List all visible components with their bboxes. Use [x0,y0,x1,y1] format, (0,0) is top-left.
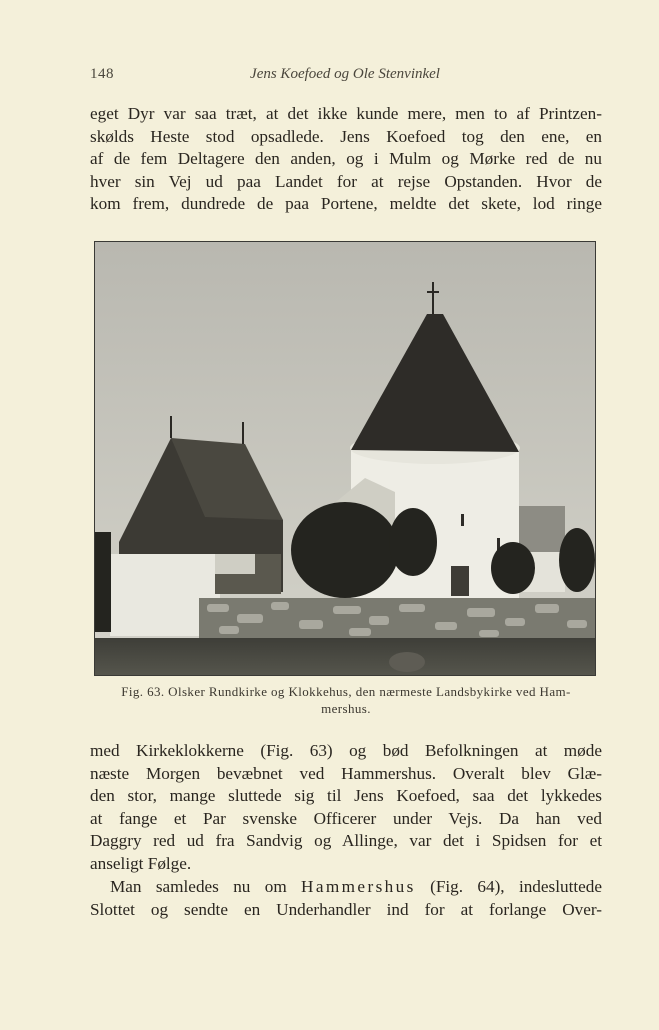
text-line: med Kirkeklokkerne (Fig. 63) og bød Befolkningen at møde [90,741,602,760]
text-line: hver sin Vej ud paa Landet for at rejse Opstanden. Hvor de [90,171,602,191]
paragraph-bottom [90,740,602,876]
running-head: Jens Koefoed og Ole Stenvinkel [250,66,440,82]
church-photograph [94,241,596,676]
caption-line: Fig. 63. Olsker Rundkirke og Klokkehus, den nærmeste Landsbykirke ved Ham- [121,684,571,699]
text-line: af de fem Deltagere den anden, og i Mulm og Mørke red de nu [90,149,602,169]
grass [95,638,595,675]
text-line [90,876,602,899]
text-line: anseligt Følge. [90,853,192,873]
caption-line: mershus. [321,700,371,716]
text-line: den stor, mange sluttede sig til Jens Koefoed, saa det lykkedes [90,786,602,806]
figure-caption [96,684,596,717]
stone-wall [199,598,595,642]
text-line: Slottet og sendte en Underhandler ind for at forlange Over- [90,899,602,919]
text-line: skølds Heste stod opsadlede. Jens Koefoed tog den ene, en [90,126,602,146]
text-line: eget Dyr var saa træt, at det ikke kunde mere, men to af Printzen- [90,104,602,123]
text-line: næste Morgen bevæbnet ved Hammershus. Overalt blev Glæ- [90,763,602,783]
text-segment: (Fig. 64), indesluttede [415,877,602,896]
spaced-name: Hammershus [301,877,416,896]
page-header [90,66,600,88]
text-line: kom frem, dundrede de paa Portene, meldte det skete, lod ringe [90,194,602,214]
text-segment: Man samledes nu om [110,877,302,896]
page-number: 148 [90,66,114,82]
text-line: Daggry red ud fra Sandvig og Allinge, var det i Spidsen for et [90,831,602,851]
text-line: at fange et Par svenske Officerer under Vejs. Da han ved [90,808,602,828]
paragraph-top [90,103,602,216]
paragraph-last [90,876,602,921]
